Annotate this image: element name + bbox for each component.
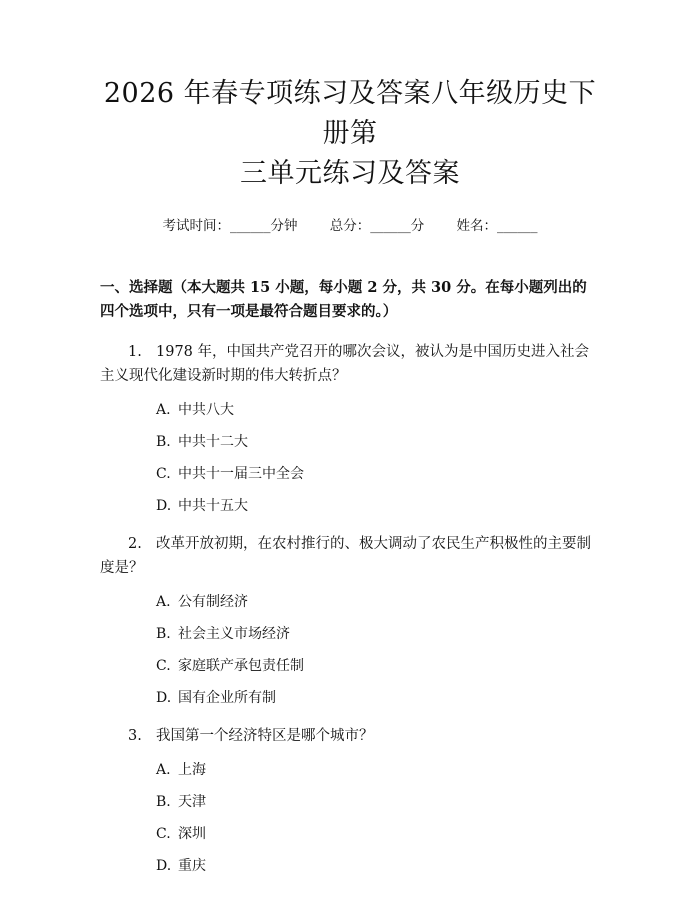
student-name-field: 姓名：______: [456, 218, 538, 234]
title-line-2: 三单元练习及答案: [240, 158, 460, 189]
question-text: 我国第一个经济特区是哪个城市？: [156, 728, 374, 744]
question-2-options: [100, 592, 600, 708]
option-item: [100, 400, 600, 420]
option-item: [100, 592, 600, 612]
option-text: 中共八大: [178, 402, 234, 418]
option-item: [100, 824, 600, 844]
option-item: [100, 856, 600, 876]
option-text: 社会主义市场经济: [178, 626, 290, 642]
option-text: 深圳: [178, 826, 206, 842]
option-item: [100, 496, 600, 516]
exam-time-field: 考试时间：______分钟: [162, 218, 298, 234]
option-text: 重庆: [178, 858, 206, 874]
total-score-field: 总分：______分: [329, 218, 425, 234]
exam-info-line: [100, 216, 600, 236]
option-letter: D.: [156, 858, 172, 874]
question-number: 1.: [128, 344, 142, 360]
option-letter: B.: [156, 794, 171, 810]
question-number: 2.: [128, 536, 142, 552]
option-letter: D.: [156, 690, 172, 706]
option-letter: D.: [156, 498, 172, 514]
option-text: 上海: [178, 762, 206, 778]
option-item: [100, 432, 600, 452]
question-2: [100, 532, 600, 580]
option-item: [100, 624, 600, 644]
option-letter: B.: [156, 626, 171, 642]
option-letter: A.: [156, 594, 171, 610]
option-letter: A.: [156, 402, 171, 418]
question-1: [100, 340, 600, 388]
option-text: 国有企业所有制: [178, 690, 276, 706]
document-title: [100, 74, 600, 194]
question-3: [100, 724, 600, 748]
section-heading-multiple-choice: 一、选择题（本大题共 15 小题，每小题 2 分，共 30 分。在每小题列出的四个选项中，只有一项是最符合题目要求的。）: [100, 279, 587, 320]
question-3-options: [100, 760, 600, 876]
option-text: 天津: [178, 794, 206, 810]
option-letter: C.: [156, 826, 171, 842]
option-text: 家庭联产承包责任制: [178, 658, 304, 674]
option-letter: C.: [156, 466, 171, 482]
question-text: 1978 年，中国共产党召开的哪次会议，被认为是中国历史进入社会主义现代化建设新时期的伟大转折点？: [100, 344, 590, 384]
option-text: 公有制经济: [178, 594, 248, 610]
question-text: 改革开放初期，在农村推行的、极大调动了农民生产积极性的主要制度是？: [100, 536, 591, 576]
question-number: 3.: [128, 728, 142, 744]
option-letter: B.: [156, 434, 171, 450]
option-item: [100, 688, 600, 708]
option-text: 中共十五大: [178, 498, 248, 514]
option-text: 中共十二大: [178, 434, 248, 450]
option-letter: C.: [156, 658, 171, 674]
option-letter: A.: [156, 762, 171, 778]
option-item: [100, 792, 600, 812]
option-item: [100, 760, 600, 780]
option-item: [100, 656, 600, 676]
option-text: 中共十一届三中全会: [178, 466, 304, 482]
title-line-1: 2026 年春专项练习及答案八年级历史下册第: [103, 78, 597, 149]
option-item: [100, 464, 600, 484]
question-1-options: [100, 400, 600, 516]
